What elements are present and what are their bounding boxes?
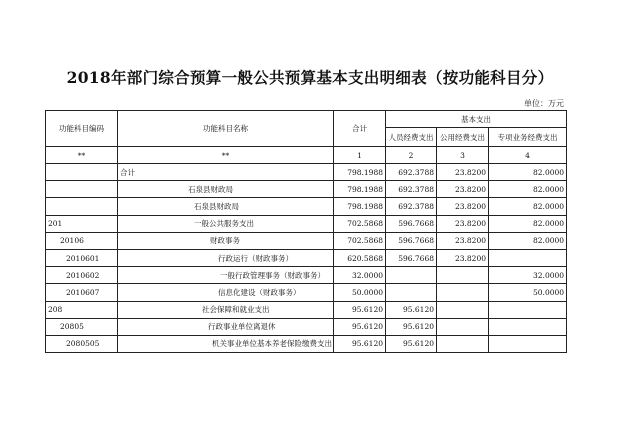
- row-public: 23.8200: [437, 198, 489, 215]
- table-row: [46, 232, 567, 249]
- row-name: 石泉县财政局: [118, 198, 334, 215]
- row-total: 32.0000: [334, 267, 386, 284]
- row-special: [489, 301, 567, 318]
- row-name: 合计: [118, 164, 334, 181]
- row-total: 50.0000: [334, 284, 386, 301]
- row-public: [437, 284, 489, 301]
- index-cell: 4: [489, 147, 567, 164]
- row-special: [489, 249, 567, 266]
- row-special: 82.0000: [489, 232, 567, 249]
- row-public: [437, 267, 489, 284]
- row-public: 23.8200: [437, 181, 489, 198]
- header-basic: 基本支出: [386, 111, 567, 128]
- row-personnel: 95.6120: [386, 335, 437, 352]
- row-code: 20805: [46, 318, 118, 335]
- row-code: 208: [46, 301, 118, 318]
- row-personnel: 596.7668: [386, 249, 437, 266]
- row-personnel: 692.3788: [386, 164, 437, 181]
- index-cell: 3: [437, 147, 489, 164]
- row-special: 50.0000: [489, 284, 567, 301]
- row-total: 798.1988: [334, 164, 386, 181]
- row-public: 23.8200: [437, 215, 489, 232]
- row-public: 23.8200: [437, 249, 489, 266]
- row-public: 23.8200: [437, 232, 489, 249]
- table-row: [46, 267, 567, 284]
- row-personnel: [386, 267, 437, 284]
- row-name: 一般公共服务支出: [118, 215, 334, 232]
- index-cell: **: [46, 147, 118, 164]
- row-total: 95.6120: [334, 318, 386, 335]
- table-row: [46, 318, 567, 335]
- header-code: 功能科目编码: [46, 111, 118, 147]
- row-code: [46, 181, 118, 198]
- row-total: 95.6120: [334, 335, 386, 352]
- row-special: 82.0000: [489, 215, 567, 232]
- row-personnel: 596.7668: [386, 215, 437, 232]
- table-row: [46, 198, 567, 215]
- table-row: [46, 164, 567, 181]
- row-code: 2010601: [46, 249, 118, 266]
- table-row: [46, 284, 567, 301]
- header-total: 合计: [334, 111, 386, 147]
- page-title: 2018年部门综合预算一般公共预算基本支出明细表（按功能科目分）: [66, 68, 554, 87]
- row-name: 行政运行（财政事务）: [118, 249, 334, 266]
- index-row: [46, 147, 567, 164]
- table-row: [46, 215, 567, 232]
- row-total: 702.5868: [334, 215, 386, 232]
- row-personnel: 692.3788: [386, 198, 437, 215]
- table-row: [46, 335, 567, 352]
- row-total: 95.6120: [334, 301, 386, 318]
- header-personnel: 人员经费支出: [386, 128, 437, 147]
- row-code: 2010607: [46, 284, 118, 301]
- table-row: [46, 181, 567, 198]
- row-special: [489, 335, 567, 352]
- index-cell: **: [118, 147, 334, 164]
- row-personnel: [386, 284, 437, 301]
- unit-label: 单位：万元: [524, 99, 564, 108]
- row-public: [437, 301, 489, 318]
- row-special: 32.0000: [489, 267, 567, 284]
- table-row: [46, 301, 567, 318]
- row-special: 82.0000: [489, 181, 567, 198]
- header-special: 专项业务经费支出: [489, 128, 567, 147]
- row-name: 信息化建设（财政事务）: [118, 284, 334, 301]
- row-code: 2080505: [46, 335, 118, 352]
- row-public: 23.8200: [437, 164, 489, 181]
- row-total: 620.5868: [334, 249, 386, 266]
- row-name: 一般行政管理事务（财政事务）: [118, 267, 334, 284]
- row-personnel: 95.6120: [386, 301, 437, 318]
- index-cell: 1: [334, 147, 386, 164]
- row-personnel: 692.3788: [386, 181, 437, 198]
- row-code: [46, 164, 118, 181]
- row-name: 财政事务: [118, 232, 334, 249]
- row-name: 行政事业单位离退休: [118, 318, 334, 335]
- row-code: 2010602: [46, 267, 118, 284]
- row-name: 机关事业单位基本养老保险缴费支出: [118, 335, 334, 352]
- row-personnel: 95.6120: [386, 318, 437, 335]
- row-special: 82.0000: [489, 198, 567, 215]
- row-total: 798.1988: [334, 198, 386, 215]
- row-personnel: 596.7668: [386, 232, 437, 249]
- row-code: 20106: [46, 232, 118, 249]
- row-special: [489, 318, 567, 335]
- budget-table: [45, 110, 567, 353]
- row-name: 社会保障和就业支出: [118, 301, 334, 318]
- row-code: [46, 198, 118, 215]
- row-special: 82.0000: [489, 164, 567, 181]
- row-total: 798.1988: [334, 181, 386, 198]
- header-public: 公用经费支出: [437, 128, 489, 147]
- row-public: [437, 318, 489, 335]
- row-name: 石泉县财政局: [118, 181, 334, 198]
- row-public: [437, 335, 489, 352]
- index-cell: 2: [386, 147, 437, 164]
- header-name: 功能科目名称: [118, 111, 334, 147]
- row-total: 702.5868: [334, 232, 386, 249]
- table-row: [46, 249, 567, 266]
- row-code: 201: [46, 215, 118, 232]
